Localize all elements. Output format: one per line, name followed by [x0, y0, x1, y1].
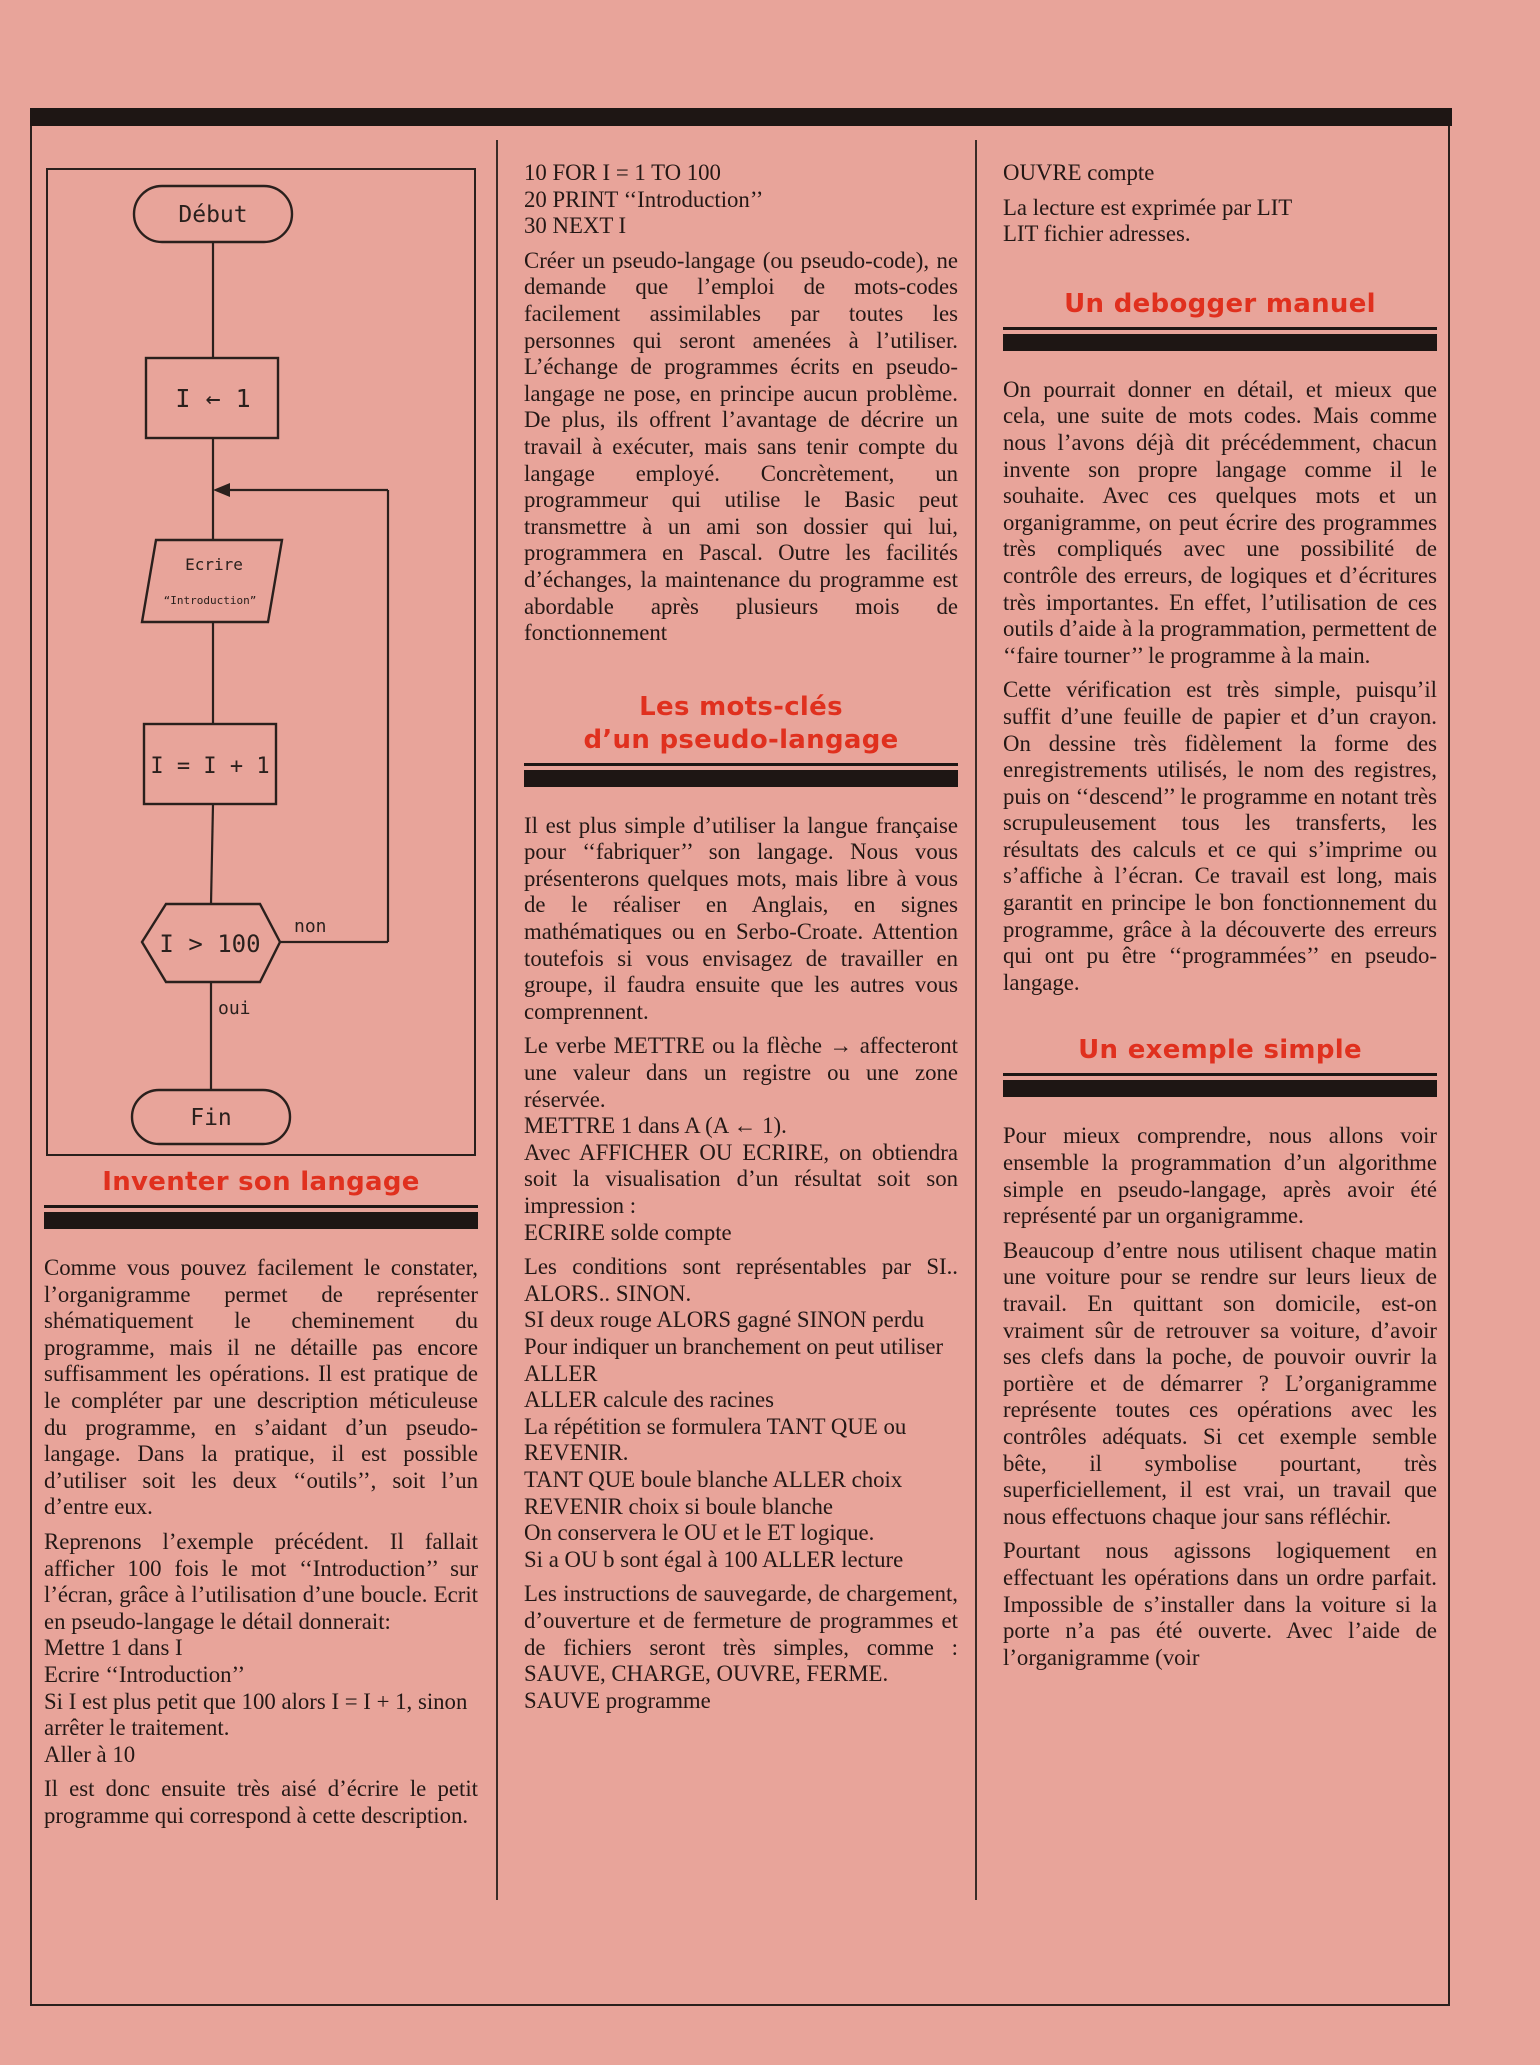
heading-exemple: Un exemple simple [1078, 1035, 1362, 1066]
pseudo-line: METTRE 1 dans A (A ← 1). [524, 1113, 787, 1139]
column-1 [44, 1166, 478, 1837]
paragraph: Le verbe METTRE ou la flèche → affecteront une valeur dans un registre ou une zone réservée. [524, 1033, 958, 1112]
pseudo-line: Si I est plus petit que 100 alors I = I + 1, sinon arrêter le traitement. [44, 1688, 468, 1741]
pseudo-line: Pour indiquer un branchement on peut utiliser ALLER [524, 1333, 944, 1386]
loop-arrow-icon [213, 483, 230, 497]
paragraph: Pourtant nous agissons logiquement en effectuant les opérations dans un ordre parfait. Impossible de s’installer dans la voiture si la porte n’a pas été ouverte. Avec l’aide de l’organigramme (voir [1003, 1538, 1437, 1670]
column-3 [1003, 160, 1437, 1679]
pseudo-line: Aller à 10 [44, 1741, 136, 1767]
write-verb-label: Ecrire [185, 555, 243, 574]
pseudo-line: On conservera le OU et le ET logique. [524, 1520, 875, 1546]
paragraph: Reprenons l’exemple précédent. Il fallait afficher 100 fois le mot ‘‘Introduction’’ sur l’écran, grâce à l’utilisation d’une boucle. Ecrit en pseudo-langage le détail donnerait: [44, 1528, 478, 1634]
pseudo-line: Ecrire ‘‘Introduction’’ [44, 1661, 246, 1687]
end-label: Fin [190, 1105, 232, 1131]
pseudo-line: OUVRE compte [1003, 160, 1155, 185]
heading-rule [44, 1205, 478, 1208]
condition-label: I > 100 [159, 930, 261, 958]
paragraph: Créer un pseudo-langage (ou pseudo-code), ne demande que l’emploi de mots-codes facilement assimilables par toutes les personnes qui seront amenées à l’utiliser. L’échange de programmes écrits en pseudo-langage ne pose, en principe aucun problème. De plus, ils offrent l’avantage de décrire un travail à exécuter, mais sans tenir compte du langage employé. Concrètement, un programmeur qui utilise le Basic peut transmettre à un ami son dossier qui lui, programmera en Pascal. Outre les facilités d’échanges, la maintenance du programme est abordable après plusieurs mois de fonctionnement [524, 247, 958, 646]
paragraph: Les instructions de sauvegarde, de chargement, d’ouverture et de fermeture de programmes et de fichiers seront très simples, comme : SAUVE, CHARGE, OUVRE, FERME. [524, 1581, 958, 1687]
pseudo-line: Avec AFFICHER OU ECRIRE, on obtiendra soit la visualisation d’un résultat soit son impression : [524, 1139, 958, 1218]
heading-rule [524, 763, 958, 766]
flowchart-drawing [48, 170, 478, 1158]
increment-label: I = I + 1 [150, 754, 270, 779]
pseudo-line: Si a OU b sont égal à 100 ALLER lecture [524, 1546, 904, 1572]
pseudo-line: La répétition se formulera TANT QUE ou REVENIR. [524, 1413, 907, 1466]
paragraph: Comme vous pouvez facilement le constater, l’organigramme permet de représenter shématiquement le cheminement du programme, mais il ne détaille pas encore suffisamment les opérations. Il est pratique de le compléter par une description méticuleuse du programme, en s’aidant d’un pseudo-langage. Dans la pratique, il est possible d’utiliser soit les deux ‘‘outils’’, soit l’un d’entre eux. [44, 1255, 478, 1520]
write-arg-label: “Introduction” [163, 594, 257, 607]
heading-mots-cles-1: Les mots-clés [639, 691, 843, 722]
flowchart [46, 168, 476, 1156]
heading-rule [1003, 327, 1437, 330]
paragraph: Il est plus simple d’utiliser la langue française pour ‘‘fabriquer’’ son langage. Nous vous présenterons quelques mots, mais libre à vous de le réaliser en Anglais, en signes mathématiques ou en Serbo-Croate. Attention toutefois si vous envisagez de travailler en groupe, il faudra ensuite que les autres vous comprennent. [524, 812, 958, 1024]
column-divider [975, 140, 977, 1900]
paragraph: Pour mieux comprendre, nous allons voir ensemble la programmation d’un algorithme simple en pseudo-langage, après avoir été représenté par un organigramme. [1003, 1123, 1437, 1229]
paragraph: Beaucoup d’entre nous utilisent chaque matin une voiture pour se rendre sur leurs lieux de travail. En quittant son domicile, est-on vraiment sûr de retrouver sa voiture, d’avoir ses clefs dans la poche, de pouvoir ouvrir la portière et de démarrer ? L’organigramme représente toutes ces opérations avec les contrôles adéquats. Si cet exemple semble bête, il symbolise pourtant, très superficiellement, il est vrai, un travail que nous effectuons chaque jour sans réfléchir. [1003, 1237, 1437, 1529]
init-label: I ← 1 [175, 384, 251, 413]
top-bar [30, 108, 1452, 126]
code-line: 10 FOR I = 1 TO 100 [524, 160, 721, 185]
heading-bar [44, 1212, 478, 1229]
paragraph: Les conditions sont représentables par SI.. ALORS.. SINON. [524, 1254, 958, 1306]
code-line: 30 NEXT I [524, 213, 627, 239]
column-divider [496, 140, 498, 1900]
column-2 [524, 160, 958, 1714]
paragraph: Il est donc ensuite très aisé d’écrire le petit programme qui correspond à cette description. [44, 1776, 478, 1828]
pseudo-line: ALLER calcule des racines [524, 1387, 775, 1413]
heading-inventer: Inventer son langage [102, 1167, 420, 1197]
paragraph: On pourrait donner en détail, et mieux que cela, une suite de mots codes. Mais comme nous l’avons déjà dit précédemment, chacun invente son propre langage comme il le souhaite. Avec ces quelques mots et un organigramme, on peut écrire des programmes très compliqués avec une possibilité de contrôle des erreurs, de logiques et d’écritures très importantes. En effet, l’utilisation de ces outils d’aide à la programmation, permettent de ‘‘faire tourner’’ le programme à la main. [1003, 376, 1437, 668]
heading-debogger: Un debogger manuel [1064, 288, 1376, 319]
pseudo-line: Mettre 1 dans I [44, 1635, 183, 1661]
write-node [142, 540, 282, 622]
pseudo-line: SAUVE programme [524, 1687, 711, 1713]
heading-rule [1003, 1073, 1437, 1076]
pseudo-line: La lecture est exprimée par LIT [1003, 194, 1293, 220]
heading-bar [1003, 334, 1437, 351]
start-label: Début [178, 202, 248, 228]
heading-bar [1003, 1080, 1437, 1097]
code-line: 20 PRINT ‘‘Introduction’’ [524, 186, 764, 212]
pseudo-line: LIT fichier adresses. [1003, 221, 1191, 247]
yes-label: oui [218, 998, 251, 1019]
heading-mots-cles-2: d’un pseudo-langage [583, 724, 899, 755]
pseudo-line: TANT QUE boule blanche ALLER choix [524, 1466, 903, 1492]
paragraph: Cette vérification est très simple, puisqu’il suffit d’une feuille de papier et d’un crayon. On dessine très fidèlement la forme des enregistrements utilisés, le nom des registres, puis on ‘‘descend’’ le programme en notant très scrupuleusement tous les transferts, les résultats des calculs et ce qui s’imprime ou s’affiche à l’écran. Ce travail est long, mais garantit en principe le bon fonctionnement du programme, grâce à la découverte des erreurs qui ont pu être ‘‘programmées’’ en pseudo-langage. [1003, 677, 1437, 995]
pseudo-line: REVENIR choix si boule blanche [524, 1493, 833, 1519]
pseudo-line: ECRIRE solde compte [524, 1219, 732, 1245]
pseudo-line: SI deux rouge ALORS gagné SINON perdu [524, 1307, 925, 1333]
no-label: non [294, 916, 327, 937]
heading-bar [524, 770, 958, 787]
